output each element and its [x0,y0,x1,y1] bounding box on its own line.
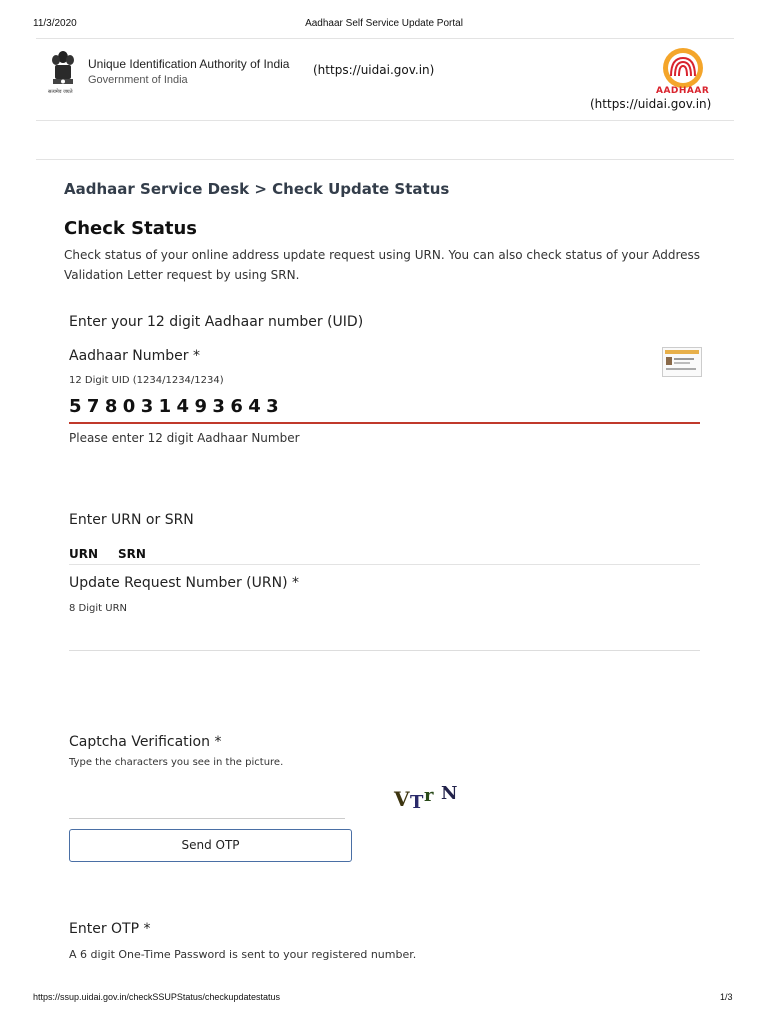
aadhaar-number-label: Aadhaar Number * [69,348,200,364]
org-name: Unique Identification Authority of India [88,57,290,71]
otp-label: Enter OTP * [69,921,151,937]
tab-urn[interactable]: URN [69,547,99,561]
print-footer-page: 1/3 [720,992,733,1002]
org-subtitle: Government of India [88,74,188,86]
captcha-char: V [394,787,410,811]
urn-section-heading: Enter URN or SRN [69,512,194,528]
aadhaar-card-icon[interactable] [662,347,702,377]
aadhaar-number-underline [69,422,700,424]
breadcrumb: Aadhaar Service Desk > Check Update Status [64,180,450,198]
aadhaar-number-input[interactable]: 578031493643 [69,396,285,417]
print-date: 11/3/2020 [33,18,77,29]
tab-srn[interactable]: SRN [118,547,146,561]
captcha-input[interactable] [69,790,345,819]
captcha-char: N [441,783,458,804]
captcha-char: T [410,792,424,813]
aadhaar-number-hint: 12 Digit UID (1234/1234/1234) [69,375,224,386]
urn-hint: 8 Digit URN [69,603,127,614]
uid-section-heading: Enter your 12 digit Aadhaar number (UID) [69,314,364,330]
otp-hint: A 6 digit One-Time Password is sent to your registered number. [69,948,417,961]
captcha-char: r [424,785,434,806]
captcha-image [394,783,464,815]
logo-link[interactable]: (https://uidai.gov.in) [590,97,712,111]
page-description: Check status of your online address update request using URN. You can also check status of your Address Validation Letter request by using SRN. [64,248,701,282]
print-footer-url: https://ssup.uidai.gov.in/checkSSUPStatus/checkupdatestatus [33,992,280,1002]
print-title: Aadhaar Self Service Update Portal [305,18,463,29]
header-divider-top [36,38,734,39]
aadhaar-number-error: Please enter 12 digit Aadhaar Number [69,431,300,445]
content-divider [36,159,734,160]
org-link[interactable]: (https://uidai.gov.in) [313,63,435,77]
aadhaar-logo-text: AADHAAR [656,86,710,96]
send-otp-button[interactable]: Send OTP [69,829,352,862]
header-divider-bottom [36,120,734,121]
captcha-label: Captcha Verification * [69,734,222,750]
captcha-hint: Type the characters you see in the picture. [69,757,284,768]
urn-input[interactable] [69,620,700,651]
emblem-caption: सत्यमेव जयते [48,89,73,95]
tabs-divider [69,564,700,565]
page-title: Check Status [64,218,197,239]
urn-label: Update Request Number (URN) * [69,575,299,591]
